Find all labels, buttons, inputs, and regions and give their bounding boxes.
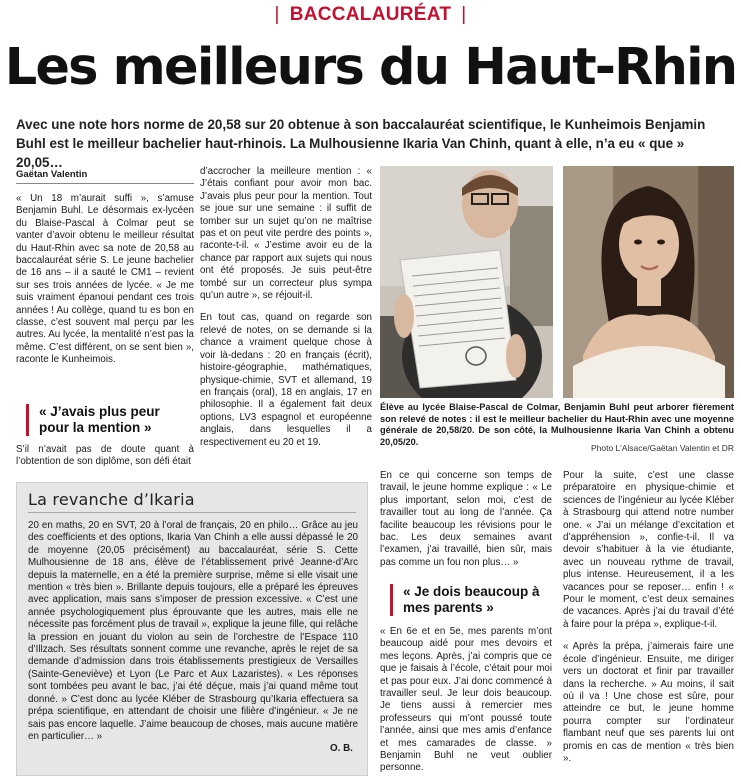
col2-paragraph-1: d’accrocher la meilleure mention : « J’étais confiant pour avoir mon bac. J’avais plus peur pour la mention. Tout se joue sur une semaine : il suffit de tomber sur un sujet qu’on ne maîtrise pas et on peut vite perdre des points », raconte-t-il. « J’estime avoir eu de la chance par rapport aux sujets qui nous ont été proposés. Je suis peut-être tombé sur un correcteur plus sympa qu’un autre », se réjouit-il.	[200, 166, 372, 302]
photo-credit: Photo L’Alsace/Gaëtan Valentin et DR	[590, 443, 734, 453]
section-kicker: | BACCALAURÉAT |	[274, 4, 467, 25]
article-column-2	[200, 166, 372, 449]
col3-paragraph-1: En ce qui concerne son temps de travail, le jeune homme explique : « Le plus important, selon moi, c’est de travailler tout au long de l’année. Ça facilite beaucoup les révisions pour le bac. Les deux semaines avant l’examen, j’ai travaillé, bien sûr, mais pas comme un fou non plus… »	[380, 470, 552, 568]
col1-paragraph-2: S’il n’avait pas de doute quant à l’obtention de son diplôme, son défi était	[16, 444, 194, 468]
article-column-3	[380, 470, 552, 569]
col1-paragraph-1: « Un 18 m’aurait suffi », s’amuse Benjamin Buhl. Le désormais ex-lycéen du Blaise-Pascal à Colmar peut se vanter d’avoir obtenu le meilleur résultat du Haut-Rhin avec sa note de 20,58 au baccalauréat série S. Le jeune bachelier de 16 ans – il a sauté le CM1 – revient sur ses trois années de lycée. « Je me suis vraiment épanoui pendant ces trois années ! Au collège, quand tu es bon en classe, c’est souvent mal perçu par les autres. Au lycée, la mentalité n’est pas la même. C’est différent, on se sent bien », raconte le Kunheimois.	[16, 193, 194, 366]
photo-caption: Élève au lycée Blaise-Pascal de Colmar, Benjamin Buhl peut arborer fièrement son relevé de notes : il est le meilleur bachelier du Haut-Rhin avec une moyenne générale de 20,58/20. De son côté, la Mulhousienne Ikaria Van Chinh a obtenu 20,05/20.	[380, 402, 734, 447]
photo-benjamin-buhl	[380, 166, 553, 398]
photo-ikaria-van-chinh-image	[563, 166, 734, 398]
sidebar-box-title: La revanche d’Ikaria	[28, 490, 195, 509]
col3-paragraph-2: « En 6e et en 5e, mes parents m’ont beaucoup aidé pour mes devoirs et mes leçons. Après, j’ai compris que ce que je faisais à l’école, c’était pour moi et pas pour eux. J’ai donc commencé à travailler seul. Je leur dois beaucoup. Je tiens aussi à remercier mes professeurs qui m’ont poussé toute l’année, ainsi que mes amis d’enfance et mes camarades de classe. » Benjamin Buhl ne veut oublier personne.	[380, 626, 552, 774]
pull-quote-parents: « Je dois beaucoup à mes parents »	[390, 584, 545, 616]
col2-paragraph-2: En tout cas, quand on regarde son relevé de notes, on se demande si la chance a vraiment quelque chose à voir là-dedans : 20 en français (écrit), histoire-géographie, mathématiques, physique-chimie, SVT et allemand, 19 en français (oral), 18 en anglais, 17 en philosophie. Il a également fait deux options, LV3 espagnol et européenne anglais, dans lesquelles il a respectivement eu 20 et 19.	[200, 312, 372, 448]
article-column-1	[16, 193, 194, 367]
col4-paragraph-1: Pour la suite, c’est une classe préparatoire en physique-chimie et sciences de l’ingénieur au lycée Kléber à Strasbourg qui attend notre number one. « J’ai un mélange d’excitation et d’appréhension », confie-t-il. Il va devoir s’habituer à la vie étudiante, avec un nouveau rythme de travail, plus intense. Heureusement, il a les vacances pour se reposer… enfin ! « Pour le moment, c’est deux semaines de vacances. Après j’ai du travail d’été à faire pour la prépa », explique-t-il.	[563, 470, 734, 630]
lead-paragraph: Avec une note hors norme de 20,58 sur 20 obtenue à son baccalauréat scientifique, le Kunheimois Benjamin Buhl est le meilleur bachelier haut-rhinois. La Mulhousienne Ikaria Van Chinh, quant à elle, n’a eu « que » 20,05…	[16, 117, 706, 170]
sidebar-box-signature: O. B.	[330, 743, 353, 754]
article-column-3-end	[380, 626, 552, 775]
photo-ikaria-van-chinh	[563, 166, 734, 398]
photo-benjamin-buhl-image	[380, 166, 553, 398]
article-column-1-end	[16, 444, 194, 469]
sidebar-box-divider	[28, 512, 356, 513]
article-column-4	[563, 470, 734, 765]
sidebar-box-text: 20 en maths, 20 en SVT, 20 à l’oral de français, 20 en philo… Grâce au jeu des coefficients et des options, Ikaria Van Chinh a elle aussi dépassé le 20 de moyenne (20,05 précisément) au baccalauréat, série S. Cette Mulhousienne de 18 ans, élève de l’établissement privé Jeanne-d’Arc depuis la maternelle, en a été la première surprise, même si elle visait une mention « très bien ». Brillante depuis toujours, elle a préparé les épreuves avec application, mais sans s’imposer de pression excessive. « C’est une année psychologiquement plus éprouvante que les autres, mais elle ne nécessite pas forcément plus de travail », explique la jeune fille, qui relâche la pression en jouant du violon au sein de l’orchestre de l’Espace 110 d’Illzach. Ses résultats sonnent comme une revanche, après le rejet de sa demande d’admission dans trois établissements prestigieux de Versailles (Sainte-Geneviève) et Lyon (Le Parc et Aux Lazaristes). « Les réponses sont tombées peu avant le bac, j’ai été déçue, mais j’ai quand même tout donné. » C’est donc au lycée Kléber de Strasbourg qu’Ikaria effectuera sa prépa scientifique, en attendant de choisir une filière d’ingénieur. « Je ne sais pas encore laquelle. J’aime beaucoup de choses, mais aucune matière en particulier… »	[28, 520, 358, 742]
col4-paragraph-2: « Après la prépa, j’aimerais faire une école d’ingénieur. Ensuite, me diriger vers un doctorat et finir par travailler dans la recherche. » Au moins, il sait où il va ! Une chose est sûre, pour atteindre ce but, le jeune homme pourra compter sur l’ordinateur flambant neuf que ses parents lui ont promis en cas de mention « très bien ».	[563, 641, 734, 764]
byline: Gaëtan Valentin	[16, 169, 194, 184]
headline: Les meilleurs du Haut-Rhin	[4, 38, 737, 97]
pull-quote-mention: « J’avais plus peur pour la mention »	[26, 404, 186, 436]
